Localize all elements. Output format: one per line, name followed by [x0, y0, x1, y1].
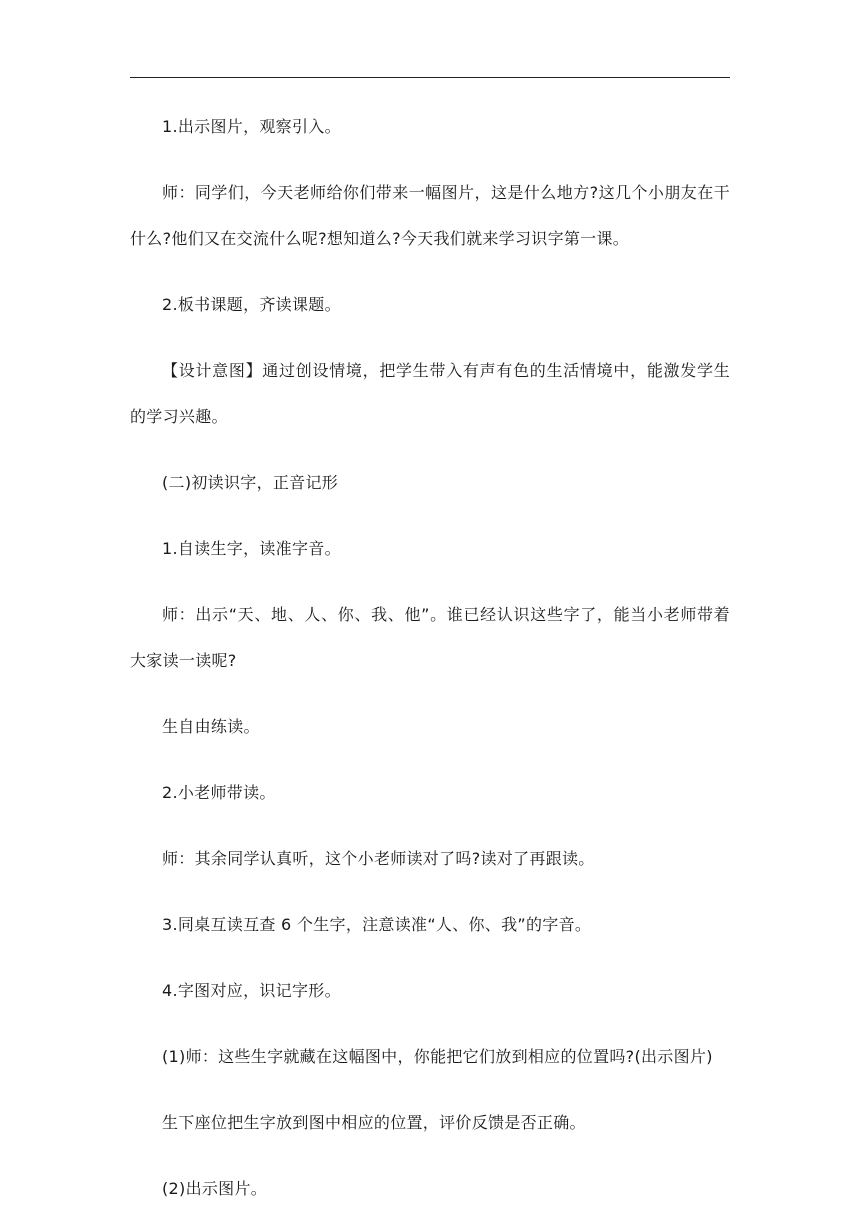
paragraph: 【设计意图】通过创设情境，把学生带入有声有色的生活情境中，能激发学生的学习兴趣。 [130, 361, 730, 426]
paragraph: 1.自读生字，读准字音。 [162, 539, 341, 558]
paragraph: 生下座位把生字放到图中相应的位置，评价反馈是否正确。 [162, 1113, 586, 1132]
paragraph: 2.板书课题，齐读课题。 [162, 295, 341, 314]
document-body [130, 104, 730, 1232]
paragraph: 4.字图对应，识记字形。 [162, 981, 341, 1000]
paragraph: 3.同桌互读互查 6 个生字，注意读准“人、你、我”的字音。 [162, 915, 592, 934]
paragraph: (2)出示图片。 [162, 1179, 268, 1198]
paragraph: 2.小老师带读。 [162, 783, 276, 802]
paragraph: 生自由练读。 [162, 717, 260, 736]
paragraph: 师：其余同学认真听，这个小老师读对了吗?读对了再跟读。 [162, 849, 595, 868]
paragraph: 师：同学们，今天老师给你们带来一幅图片，这是什么地方?这几个小朋友在干什么?他们又在交流什么呢?想知道么?今天我们就来学习识字第一课。 [130, 183, 730, 248]
paragraph: (1)师：这些生字就藏在这幅图中，你能把它们放到相应的位置吗?(出示图片) [162, 1047, 713, 1066]
section-heading: (二)初读识字，正音记形 [162, 473, 339, 492]
paragraph: 1.出示图片，观察引入。 [162, 117, 341, 136]
paragraph: 师：出示“天、地、人、你、我、他”。谁已经认识这些字了，能当小老师带着大家读一读呢? [130, 605, 730, 670]
header-rule [130, 77, 730, 78]
